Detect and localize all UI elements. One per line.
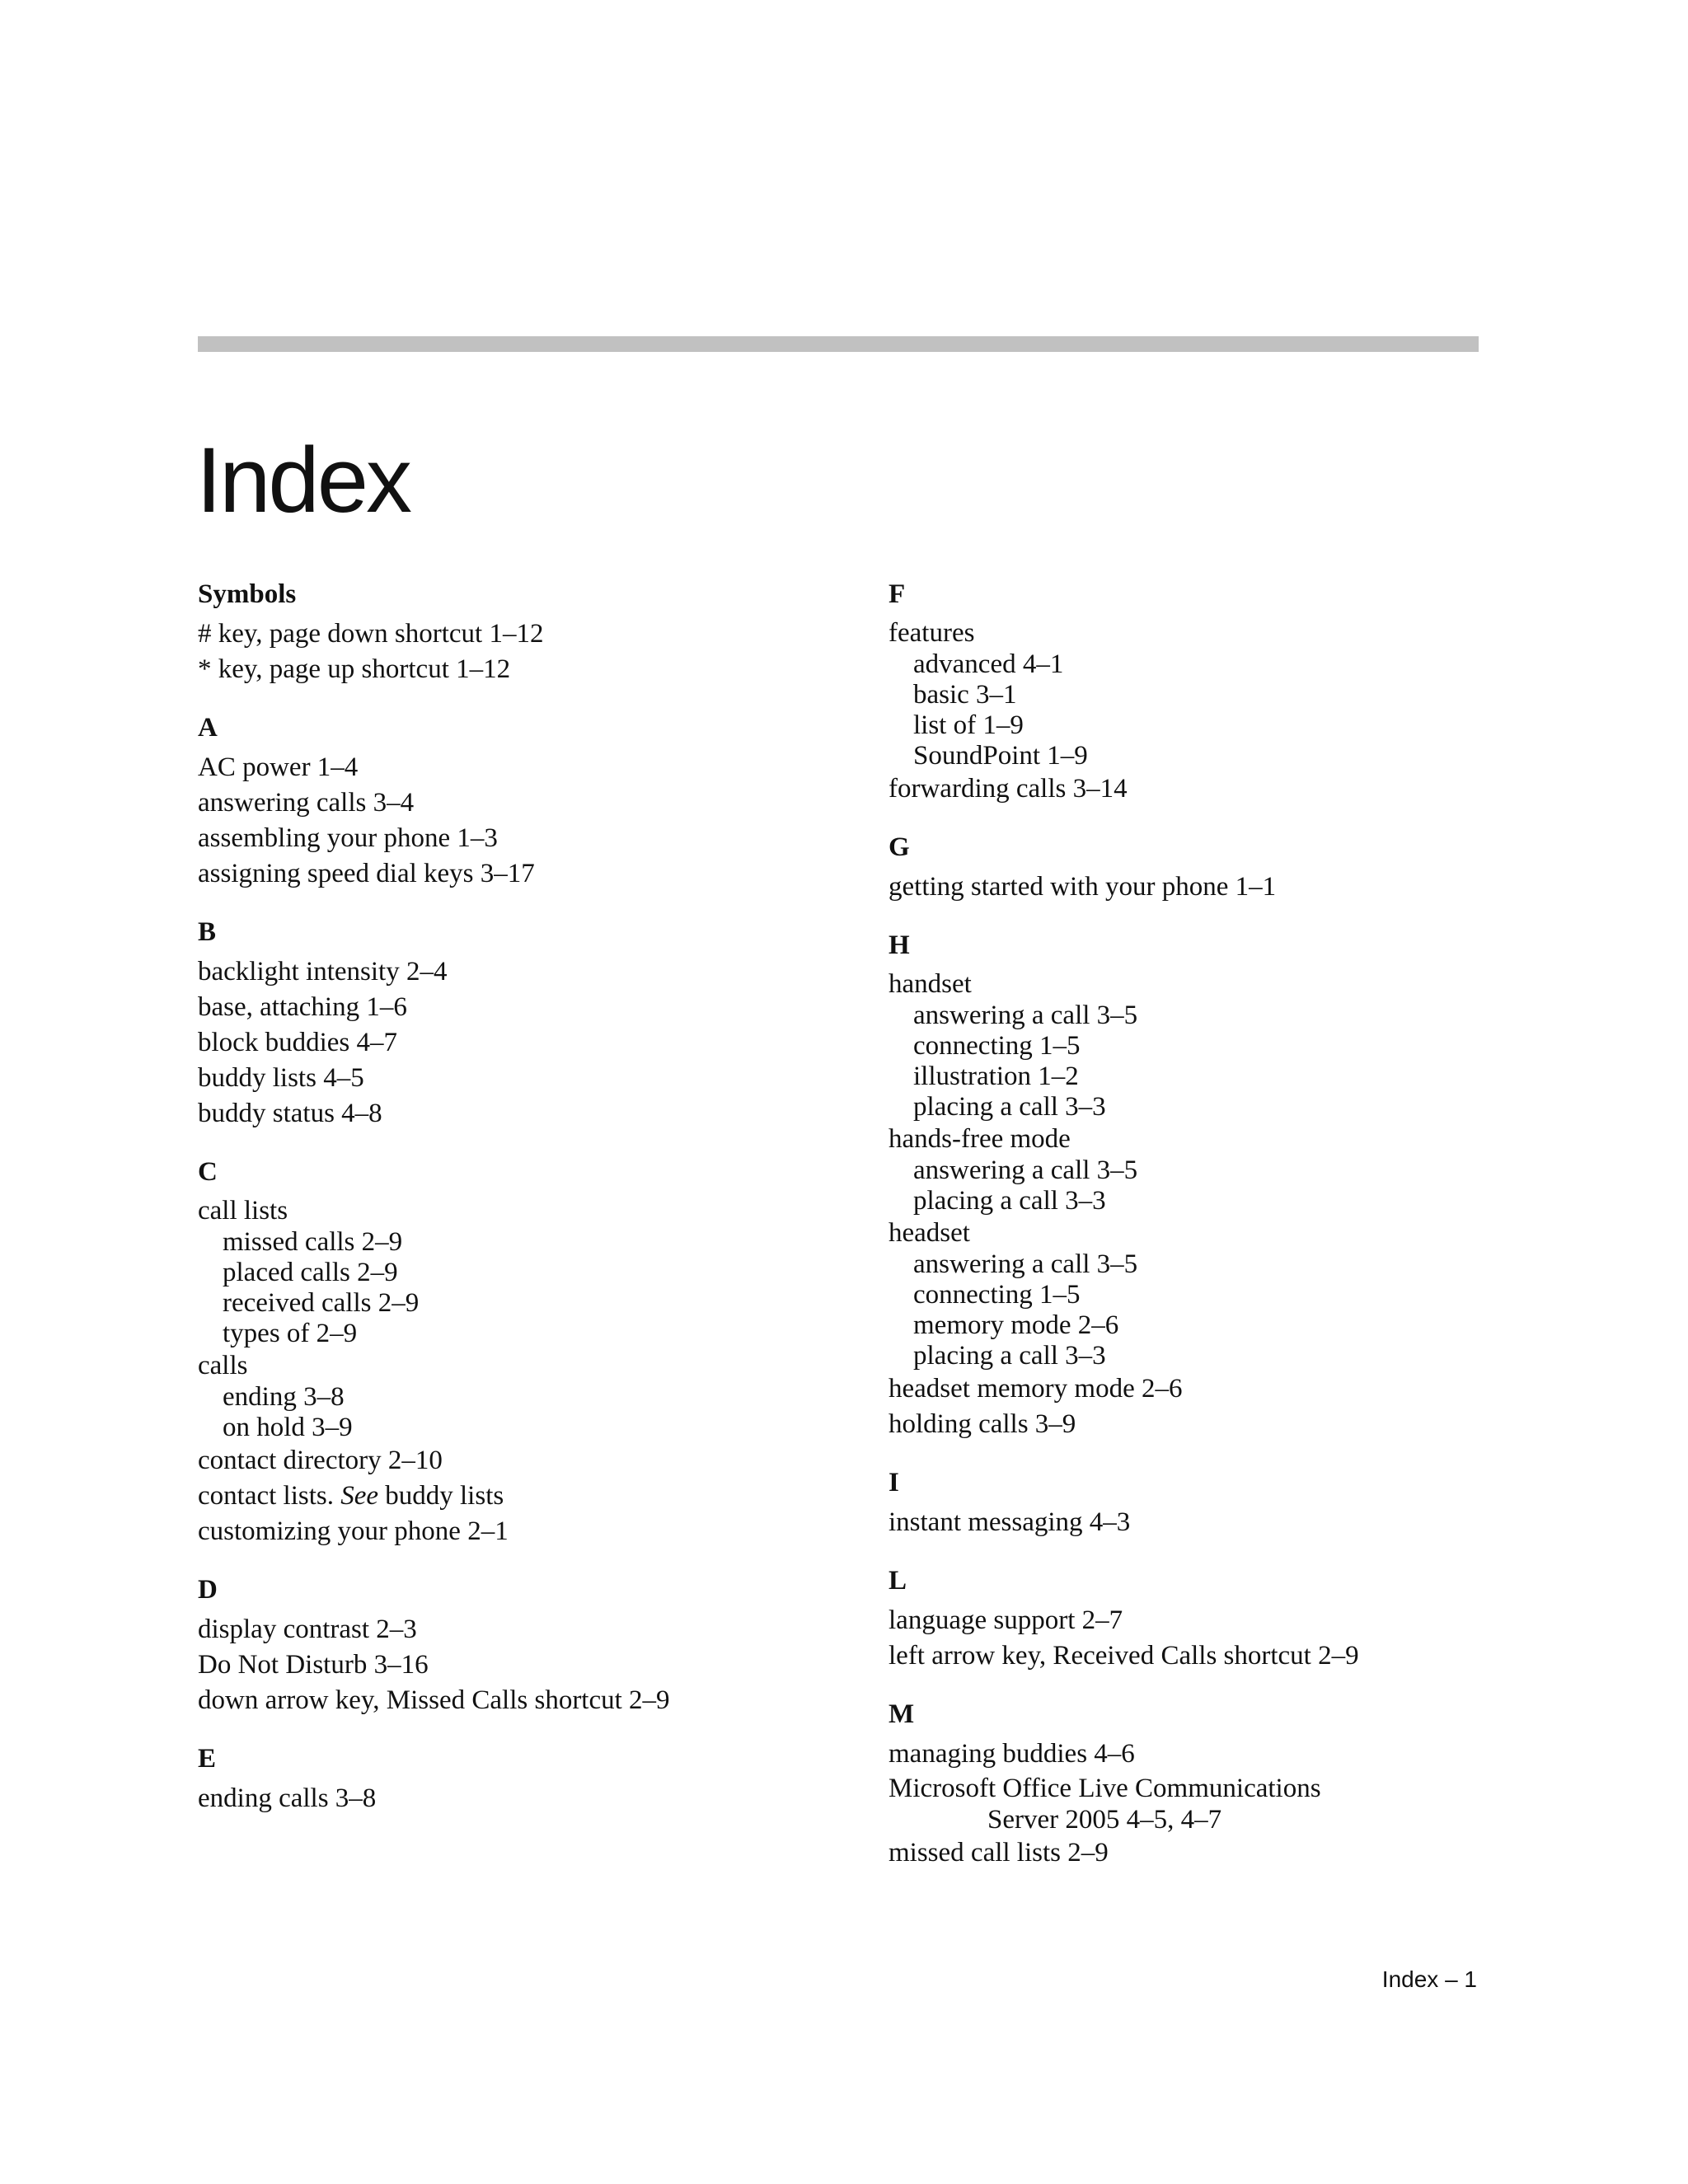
- index-section-f: [889, 577, 1515, 807]
- index-entry: [889, 1216, 1515, 1249]
- index-entry-text: language support 2–7: [889, 1605, 1123, 1635]
- index-entry-text: hands-free mode: [889, 1124, 1071, 1154]
- index-entry-text: features: [889, 618, 975, 648]
- page-footer: Index – 1: [1381, 1966, 1477, 1992]
- index-entry: [889, 616, 1515, 649]
- index-entry: [889, 1772, 1515, 1805]
- index-section-symbols: [198, 577, 874, 687]
- index-entry: [198, 1781, 874, 1816]
- index-subentry: connecting 1–5: [913, 1031, 1081, 1061]
- index-subentry: received calls 2–9: [223, 1288, 420, 1318]
- index-section-heading: A: [198, 713, 218, 743]
- see-target: buddy lists: [378, 1481, 504, 1511]
- index-subentry: memory mode 2–6: [913, 1310, 1119, 1340]
- index-entry: [198, 856, 874, 892]
- index-entry: [889, 869, 1515, 905]
- index-entry-text: headset memory mode 2–6: [889, 1374, 1183, 1404]
- index-entry-text: missed call lists 2–9: [889, 1838, 1109, 1868]
- index-subentry: SoundPoint 1–9: [913, 741, 1088, 771]
- index-subentry: placing a call 3–3: [913, 1092, 1106, 1122]
- index-subentry: ending 3–8: [223, 1382, 345, 1412]
- index-subentry: placing a call 3–3: [913, 1186, 1106, 1216]
- index-entry: [198, 1194, 874, 1227]
- index-section-heading: F: [889, 579, 906, 609]
- index-section-heading: G: [889, 832, 910, 862]
- index-column-left: [198, 577, 874, 1840]
- index-subentries: [889, 649, 1515, 771]
- index-entry: [198, 1647, 874, 1683]
- index-section-heading: E: [198, 1744, 217, 1774]
- index-section-e: [198, 1741, 874, 1816]
- index-subentry: placed calls 2–9: [223, 1258, 398, 1287]
- index-entry: [198, 1479, 874, 1514]
- index-entry: [889, 968, 1515, 1001]
- index-entry-text: contact lists.: [198, 1481, 341, 1511]
- index-section-heading: I: [889, 1468, 899, 1497]
- index-entry: [889, 1638, 1515, 1674]
- index-subentry: advanced 4–1: [913, 649, 1064, 679]
- index-entry: [198, 990, 874, 1025]
- index-subentries: [198, 1227, 874, 1349]
- index-section-heading: M: [889, 1699, 915, 1729]
- index-subentry: connecting 1–5: [913, 1280, 1081, 1310]
- index-subentry: illustration 1–2: [913, 1062, 1079, 1091]
- index-entry: [889, 1603, 1515, 1638]
- index-entry-text: instant messaging 4–3: [889, 1507, 1131, 1537]
- index-section-i: [889, 1465, 1515, 1540]
- index-entry: [889, 771, 1515, 807]
- index-section-m: [889, 1697, 1515, 1871]
- index-section-l: [889, 1563, 1515, 1674]
- index-subentry: answering a call 3–5: [913, 1155, 1138, 1185]
- index-entry: [198, 954, 874, 990]
- index-section-heading: B: [198, 917, 217, 947]
- index-entry-text: customizing your phone 2–1: [198, 1516, 509, 1546]
- index-subentry: placing a call 3–3: [913, 1341, 1106, 1371]
- index-entry-text: calls: [198, 1351, 248, 1380]
- index-subentries: [889, 1001, 1515, 1122]
- index-entry: [198, 1025, 874, 1061]
- index-entry-text: handset: [889, 969, 972, 999]
- index-section-d: [198, 1572, 874, 1718]
- index-entry-text: block buddies 4–7: [198, 1028, 397, 1057]
- index-entry: [198, 750, 874, 785]
- index-entry: [889, 1371, 1515, 1407]
- index-entry-text: assembling your phone 1–3: [198, 823, 498, 853]
- index-section-h: [889, 928, 1515, 1442]
- index-entry: [889, 1736, 1515, 1772]
- index-column-right: [889, 577, 1515, 1894]
- index-entry: [198, 1683, 874, 1718]
- index-entry-text: holding calls 3–9: [889, 1409, 1076, 1439]
- index-subentry: types of 2–9: [223, 1319, 358, 1348]
- index-entry-text: # key, page down shortcut 1–12: [198, 619, 544, 649]
- index-entry: [198, 1061, 874, 1096]
- index-entry: [198, 1349, 874, 1382]
- title-rule: [198, 336, 1479, 352]
- index-entry: [889, 1122, 1515, 1155]
- page-title: Index: [196, 429, 410, 532]
- index-subentries: [889, 1155, 1515, 1216]
- index-entry-text: display contrast 2–3: [198, 1615, 417, 1644]
- index-entry-text: contact directory 2–10: [198, 1446, 443, 1475]
- index-subentry: answering a call 3–5: [913, 1001, 1138, 1030]
- index-entry-text: answering calls 3–4: [198, 788, 415, 818]
- index-entry: [198, 1514, 874, 1549]
- index-subentry: basic 3–1: [913, 680, 1017, 710]
- index-entry: [198, 1096, 874, 1132]
- index-section-b: [198, 915, 874, 1132]
- index-entry-text: Do Not Disturb 3–16: [198, 1650, 429, 1680]
- index-subentry: missed calls 2–9: [223, 1227, 403, 1257]
- index-section-heading: Symbols: [198, 579, 297, 609]
- index-entry-text: headset: [889, 1218, 970, 1248]
- index-entry-text: backlight intensity 2–4: [198, 957, 448, 987]
- index-entry-text: left arrow key, Received Calls shortcut 2–9: [889, 1641, 1359, 1671]
- index-section-g: [889, 830, 1515, 905]
- index-section-heading: D: [198, 1575, 218, 1605]
- index-subentries: [198, 1382, 874, 1443]
- index-section-heading: H: [889, 930, 910, 960]
- index-entry-text: managing buddies 4–6: [889, 1739, 1135, 1769]
- index-entry: [198, 616, 874, 652]
- index-section-heading: C: [198, 1157, 218, 1187]
- index-entry-continuation: Server 2005 4–5, 4–7: [987, 1805, 1222, 1835]
- index-entry: [198, 652, 874, 687]
- index-section-a: [198, 710, 874, 892]
- index-entry-text: buddy lists 4–5: [198, 1063, 364, 1093]
- index-entry-text: buddy status 4–8: [198, 1099, 382, 1128]
- index-entry-text: ending calls 3–8: [198, 1783, 377, 1813]
- index-subentries: [889, 1249, 1515, 1371]
- index-entry: [889, 1505, 1515, 1540]
- index-entry: [198, 1612, 874, 1647]
- index-entry: [198, 785, 874, 821]
- see-reference: See: [340, 1481, 379, 1511]
- index-entry: [889, 1835, 1515, 1871]
- index-section-heading: L: [889, 1566, 907, 1596]
- index-entry-text: getting started with your phone 1–1: [889, 872, 1277, 902]
- index-subentry: answering a call 3–5: [913, 1249, 1138, 1279]
- index-section-c: [198, 1155, 874, 1549]
- index-entry-text: AC power 1–4: [198, 752, 359, 782]
- index-entry-text: Microsoft Office Live Communications: [889, 1774, 1321, 1803]
- index-entry: [198, 1443, 874, 1479]
- index-entry-text: call lists: [198, 1196, 288, 1226]
- index-entry-text: * key, page up shortcut 1–12: [198, 654, 511, 684]
- index-entry-text: down arrow key, Missed Calls shortcut 2–9: [198, 1685, 670, 1715]
- index-subentry: on hold 3–9: [223, 1413, 353, 1442]
- index-entry-text: base, attaching 1–6: [198, 992, 407, 1022]
- index-subentry: list of 1–9: [913, 710, 1024, 740]
- index-entry-text: assigning speed dial keys 3–17: [198, 859, 535, 888]
- index-entry: [889, 1407, 1515, 1442]
- index-entry: [198, 821, 874, 856]
- index-entry-text: forwarding calls 3–14: [889, 774, 1128, 804]
